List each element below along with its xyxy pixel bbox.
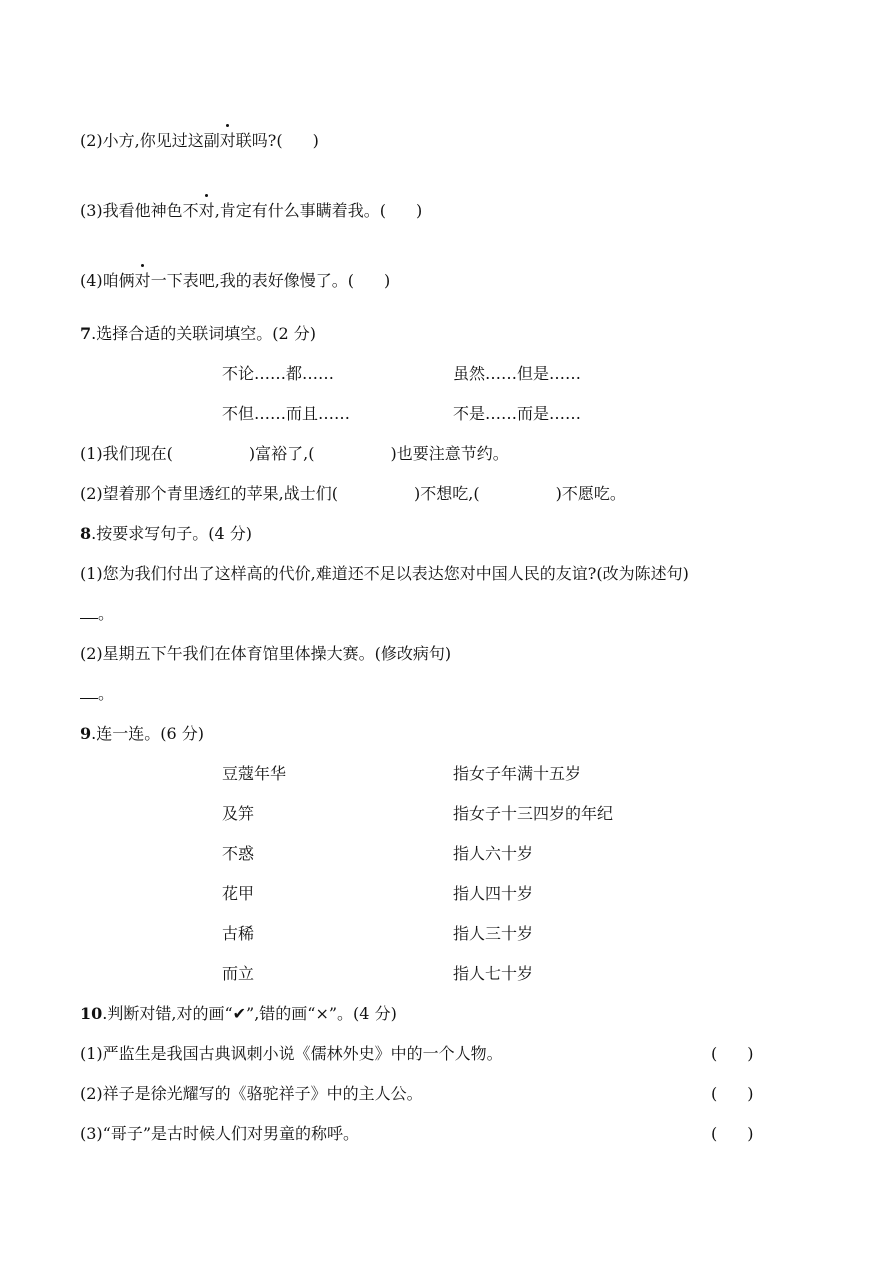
q9-right-item[interactable]: 指女子十三四岁的年纪 [453,804,614,823]
q7-s1-part: (1)我们现在( [80,444,173,463]
q8-answer-1 [80,604,114,624]
q6-item-2 [80,131,319,151]
q7-s2-part: (2)望着那个青里透红的苹果,战士们( [80,484,338,503]
q8-sentence-2: (2)星期五下午我们在体育馆里体操大赛。(修改病句) [80,644,452,663]
q7-option: 不是……而是…… [453,404,582,423]
q7-sentence-1 [80,444,509,464]
paren-open: ( [711,1084,718,1103]
paren-close: ) [312,131,319,150]
q6-item-4-text: (4)咱俩 [80,271,135,290]
q10-item-3: (3)“哥子”是古时候人们对男童的称呼。 [80,1124,360,1143]
paren-close: ) [747,1084,754,1103]
q9-left-item[interactable]: 而立 [222,964,255,983]
q6-item-3 [80,201,422,221]
paren-close: ) [747,1044,754,1063]
q7-s2-part: )不想吃,( [414,484,480,503]
q6-item-4 [80,271,390,291]
q9-right-item[interactable]: 指人六十岁 [453,844,534,863]
q6-item-4-dotted-char: 对 [134,271,151,290]
q10-answer-2[interactable] [711,1084,754,1104]
q7-heading [80,324,316,344]
paren-close: ) [416,201,423,220]
answer-line[interactable] [80,608,98,619]
q6-item-3-text-end: ,肯定有什么事瞒着我。( [214,201,387,220]
q7-option: 不但……而且…… [222,404,351,423]
answer-line[interactable] [80,688,98,699]
q10-title: .判断对错,对的画“✔”,错的画“×”。(4 分) [102,1004,397,1023]
q9-number: 9 [80,724,92,743]
q9-left-item[interactable]: 豆蔻年华 [222,764,287,783]
q9-left-item[interactable]: 及笄 [222,804,255,823]
q10-item-2: (2)祥子是徐光耀写的《骆驼祥子》中的主人公。 [80,1084,423,1103]
q8-sentence-1: (1)您为我们付出了这样高的代价,难道还不足以表达您对中国人民的友谊?(改为陈述句) [80,564,689,583]
q9-title: .连一连。(6 分) [91,724,204,743]
q8-title: .按要求写句子。(4 分) [91,524,252,543]
q9-right-item[interactable]: 指人四十岁 [453,884,534,903]
q7-s2-part: )不愿吃。 [555,484,626,503]
period: 。 [98,604,115,623]
q7-s1-part: )富裕了,( [248,444,315,463]
paren-open: ( [711,1044,718,1063]
q8-answer-2 [80,684,114,704]
q7-title: .选择合适的关联词填空。(2 分) [91,324,316,343]
q8-heading [80,524,252,544]
q7-s1-part: )也要注意节约。 [390,444,509,463]
q9-heading [80,724,204,744]
q6-item-2-text-end: 联吗?( [235,131,283,150]
paren-close: ) [747,1124,754,1143]
q9-left-item[interactable]: 古稀 [222,924,255,943]
q8-number: 8 [80,524,92,543]
q9-right-item[interactable]: 指女子年满十五岁 [453,764,582,783]
q9-right-item[interactable]: 指人七十岁 [453,964,534,983]
q6-item-3-text: (3)我看他神色不 [80,201,199,220]
q6-item-4-text-end: 一下表吧,我的表好像慢了。( [150,271,355,290]
q10-item-1: (1)严监生是我国古典讽刺小说《儒林外史》中的一个人物。 [80,1044,503,1063]
paren-open: ( [711,1124,718,1143]
q7-sentence-2 [80,484,626,504]
q9-left-item[interactable]: 不惑 [222,844,255,863]
q6-item-2-dotted-char: 对 [219,131,236,150]
q10-answer-3[interactable] [711,1124,754,1144]
q7-option: 不论……都…… [222,364,335,383]
q6-item-3-dotted-char: 对 [198,201,215,220]
paren-close: ) [384,271,391,290]
q7-number: 7 [80,324,92,343]
q10-answer-1[interactable] [711,1044,754,1064]
q6-item-2-text: (2)小方,你见过这副 [80,131,220,150]
q9-right-item[interactable]: 指人三十岁 [453,924,534,943]
q10-number: 10 [80,1004,103,1023]
q9-left-item[interactable]: 花甲 [222,884,255,903]
q10-heading [80,1004,397,1024]
q7-option: 虽然……但是…… [453,364,582,383]
period: 。 [98,684,115,703]
